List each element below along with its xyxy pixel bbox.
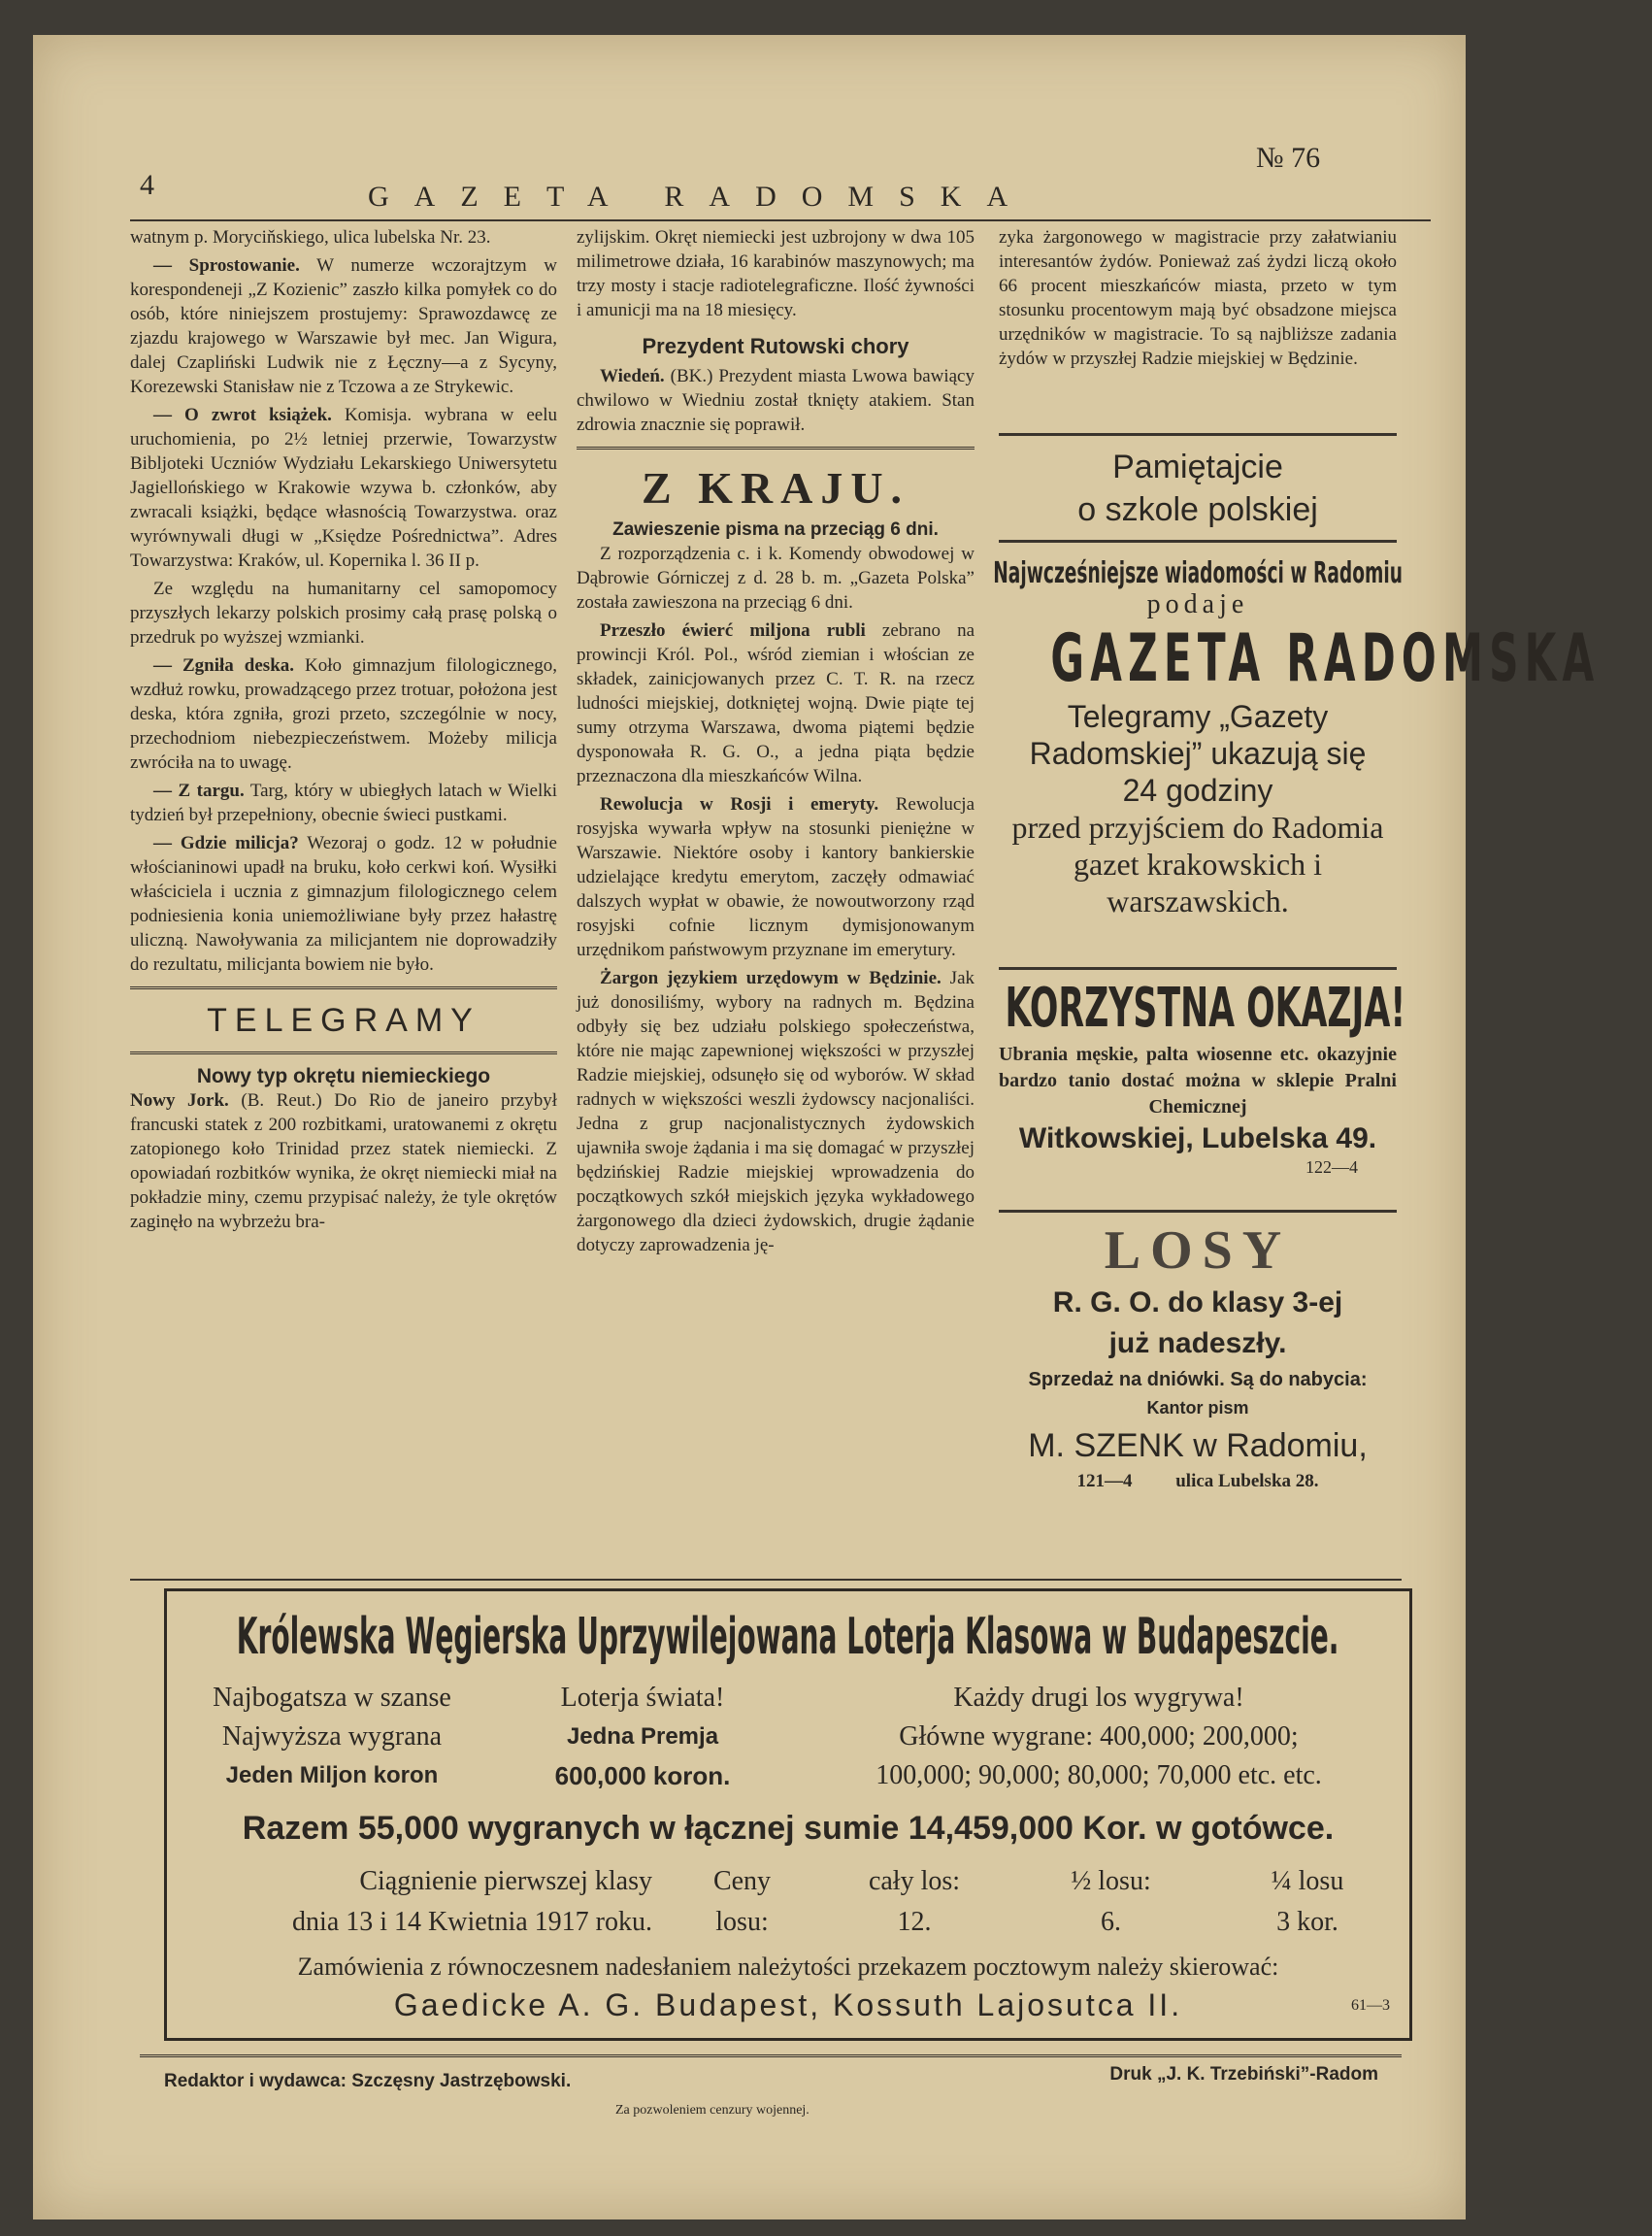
lottery-title-row bbox=[167, 1599, 1409, 1675]
news-head: Żargon językiem urzędowym w Będzinie. bbox=[600, 968, 942, 988]
headline-okret: Nowy typ okrętu niemieckiego bbox=[196, 1065, 491, 1087]
lottery-address: Gaedicke A. G. Budapest, Kossuth Lajosutca II. bbox=[393, 1987, 1183, 2022]
lottery-text: Główne wygrane: 400,000; 200,000; bbox=[899, 1721, 1299, 1752]
ad-losy-line3: już nadeszły. bbox=[1108, 1327, 1287, 1359]
text-cont: zyka żargonowego w magistracie przy załatwianiu interesantów żydów. Ponieważ zaś żydzi liczą około 66 procent mieszkańców miasta, przeto w tym stosunku procentowym mają być obsadzone miejsca urzędników w magistracie. To są najbliższe zadania żydów w przyszłej Radzie miejskiej w Będzinie. bbox=[999, 227, 1397, 369]
news-head: — Z targu. bbox=[153, 781, 245, 801]
lottery-text: Jeden Miljon koron bbox=[225, 1762, 439, 1788]
ad-losy-footer bbox=[999, 1471, 1397, 1492]
ad-losy-line6: M. SZENK w Radomiu, bbox=[1028, 1427, 1368, 1464]
footer-censor: Za pozwoleniem cenzury wojennej. bbox=[615, 2103, 809, 2118]
news-body: Wezoraj o godz. 12 w południe włościaninowi upadł na bruku, koło cerkwi koń. Wysiłki właściciela i ucznia z gimnazjum filologicznego celem podniesienia konia uniemożliwiane były przez hałastrę uliczną. Nawoływania za milicjantem nie doprowadziły do rezultatu, milicjanta bowiem nie było. bbox=[130, 833, 557, 975]
ad-szkola-line2: o szkole polskiej bbox=[1077, 491, 1318, 528]
news-body: Jak już donosiliśmy, wybory na radnych m. Będzina odbyły się bez udziału polskiego społeczeństwa, które nie mając zapewnionej większości w przyszłej Radzie miejskiej, odsunęło się od wyborów. W skład radnych w większości weszli żydowscy nacjonaliści. Jedna z grup nacjonalistycznych żydowskich ujawniła swoje żądania i ma się domagać w przyszłej będzińskiej Radzie miejskiej wprowadzenia do początkowych szkół miejskich języka wykładowego żargonowego dla dzieci żydowskich, drugie żądanie dotyczy zaprowadzenia ję- bbox=[577, 968, 975, 1255]
newspaper-page bbox=[33, 35, 1601, 2219]
lottery-row bbox=[186, 1756, 1390, 1795]
headline-zawieszenie: Zawieszenie pisma na przeciąg 6 dni. bbox=[612, 519, 939, 540]
news-head: Rewolucja w Rosji i emeryty. bbox=[600, 794, 879, 815]
ad-losy-line5: Kantor pism bbox=[1146, 1398, 1249, 1418]
news-zargon bbox=[577, 966, 975, 1257]
lottery-text: dnia 13 i 14 Kwietnia 1917 roku. bbox=[292, 1907, 652, 1937]
dateline: Wiedeń. bbox=[600, 366, 665, 386]
lottery-row bbox=[186, 1718, 1390, 1756]
text-p1: watnym p. Moryciňskiego, ulica lubelska Nr. 23. bbox=[130, 227, 491, 248]
ad-losy bbox=[999, 1210, 1397, 1492]
news-targ bbox=[130, 779, 557, 827]
ad-okazja-line1 bbox=[999, 976, 1406, 1042]
news-body: Targ, który w ubiegłych latach w Wielki tydzień był przepełniony, obecnie świeci pustkami. bbox=[130, 781, 557, 825]
lottery-block1 bbox=[186, 1679, 1390, 1795]
ad-szkola-line1: Pamiętajcie bbox=[1112, 449, 1283, 485]
lottery-text: 100,000; 90,000; 80,000; 70,000 etc. etc. bbox=[876, 1760, 1322, 1790]
lottery-text: cały los: bbox=[868, 1866, 961, 1896]
section-z-kraju: Z KRAJU. bbox=[641, 463, 910, 513]
ad-gazeta-line4: Telegramy „Gazety Radomskiej” ukazują się bbox=[1029, 699, 1367, 771]
news-head: — O zwrot książek. bbox=[153, 405, 332, 425]
section-rule bbox=[577, 447, 975, 450]
ad-losy-code: 121—4 bbox=[1076, 1471, 1133, 1491]
lottery-text: losu: bbox=[715, 1907, 769, 1937]
ad-losy-line2: R. G. O. do klasy 3-ej bbox=[1052, 1286, 1343, 1318]
news-rutowski bbox=[577, 364, 975, 437]
ad-losy-address: ulica Lubelska 28. bbox=[1175, 1471, 1319, 1491]
news-body: Koło gimnazjum filologicznego, wzdłuż rowku, prowadzącego przez trotuar, położona jest deska, która zgniła, grozi przeto, szczególnie w nocy, przechodniom niebezpieczeństwem. Możeby milicja zwróciła na to uwagę. bbox=[130, 655, 557, 773]
text-cont: zylijskim. Okręt niemiecki jest uzbrojony w dwa 105 milimetrowe działa, 16 karabinów maszynowych; ma trzy mosty i stacje radiotelegraficzne. Ilość żywności i amunicji ma na 18 miesięcy. bbox=[577, 227, 975, 320]
lottery-title: Królewska Węgierska Uprzywilejowana Loterja Klasowa w Budapeszcie. bbox=[237, 1608, 1339, 1666]
lottery-row bbox=[186, 1679, 1390, 1718]
news-body: (B. Reut.) Do Rio de janeiro przybył francuski statek z 200 rozbitkami, uratowanemi z okrętu zatopionego koło Trinidad przez statek niemiecki. Z opowiadań rozbitków wynika, że okręt niemiecki miał na pokładzie miny, czemu przypisać należy, że tyle okrętów zaginęło na wybrzeżu bra- bbox=[130, 1090, 557, 1232]
column-2 bbox=[577, 225, 975, 1261]
headline-rutowski: Prezydent Rutowski chory bbox=[642, 334, 909, 358]
news-rubli bbox=[577, 618, 975, 788]
lottery-code: 61—3 bbox=[1351, 1997, 1390, 2014]
ad-okazja bbox=[999, 967, 1406, 1178]
news-head: — Gdzie milicja? bbox=[153, 833, 299, 853]
footer-editor: Redaktor i wydawca: Szczęsny Jastrzębowski. bbox=[164, 2071, 572, 2091]
ad-gazeta-line6: przed przyjściem do Radomia gazet krakowskich i warszawskich. bbox=[1011, 810, 1384, 918]
section-rule bbox=[130, 1051, 557, 1054]
lottery-text: 6. bbox=[1101, 1907, 1121, 1937]
lottery-text: Ciągnienie pierwszej klasy bbox=[359, 1866, 652, 1896]
lottery-text: Najbogatsza w szanse bbox=[213, 1683, 451, 1713]
news-milicja bbox=[130, 831, 557, 977]
ad-szkola bbox=[999, 433, 1397, 531]
news-deska bbox=[130, 653, 557, 775]
lottery-row bbox=[186, 1861, 1390, 1902]
header-rule bbox=[130, 219, 1431, 221]
lottery-text: Loterja świata! bbox=[560, 1683, 725, 1713]
section-telegramy: TELEGRAMY bbox=[207, 1002, 480, 1039]
page-number: 4 bbox=[140, 169, 154, 201]
news-zawieszenie: Z rozporządzenia c. i k. Komendy obwodowej w Dąbrowie Górniczej z d. 28 b. m. „Gazeta Polska” została zawieszona na przeciąg 6 dni. bbox=[577, 544, 975, 613]
news-head: — Sprostowanie. bbox=[153, 255, 300, 276]
ad-gazeta-line1 bbox=[993, 556, 1403, 590]
ad-gazeta-text: Najwcześniejsze wiadomości w Radomiu bbox=[993, 556, 1403, 590]
news-emeryty bbox=[577, 792, 975, 962]
column-3 bbox=[999, 225, 1397, 375]
ad-okazja-line2: Ubrania męskie, palta wiosenne etc. okazyjnie bardzo tanio dostać można w sklepie Pralni Chemicznej bbox=[999, 1044, 1397, 1118]
news-zwrot bbox=[130, 403, 557, 573]
lottery-ad bbox=[164, 1588, 1412, 2041]
news-body: W numerze wczorajtzym w korespondeneji „Z Kozienic” zaszło kilka pomyłek co do osób, które niniejszem prostujemy: Sprawozdawcę ze zjazdu krajowego w Warszawie był mec. Jan Wigura, dalej Czapliński Ludwik nie z Łęczny—a z Sycyny, Korezewski Stanisław nie z Tczowa a ze Strykewic. bbox=[130, 255, 557, 397]
footer-rule bbox=[140, 2054, 1402, 2057]
lottery-total: Razem 55,000 wygranych w łącznej sumie 14,459,000 Kor. w gotówce. bbox=[242, 1810, 1335, 1847]
lottery-block2 bbox=[186, 1861, 1390, 1943]
masthead-title: GAZETA RADOMSKA bbox=[368, 181, 1034, 213]
news-body: Rewolucja rosyjska wywarła wpływ na stosunki pieniężne w Warszawie. Niektóre osoby i kantory bankierskie udzielające kredytu emerytom, zaczęły odmawiać dalszych wypłat w obawie, że nowoutworzony rząd rosyjski cofnie licznym dymisjonowanym urzędnikom państwowym przyznane im emerytury. bbox=[577, 794, 975, 960]
issue-number: № 76 bbox=[1256, 142, 1321, 174]
ad-gazeta bbox=[993, 540, 1601, 919]
news-okret bbox=[130, 1088, 557, 1234]
ad-okazja-line3: Witkowskiej, Lubelska 49. bbox=[1018, 1122, 1377, 1154]
footer-printer: Druk „J. K. Trzebiński”-Radom bbox=[1109, 2064, 1378, 2085]
lottery-text: 3 kor. bbox=[1276, 1907, 1338, 1937]
lottery-text: ½ losu: bbox=[1071, 1866, 1151, 1896]
lottery-row bbox=[186, 1902, 1390, 1943]
ad-okazja-title: KORZYSTNA OKAZJA! bbox=[1005, 977, 1406, 1040]
ad-rule bbox=[130, 1579, 1402, 1581]
news-body: (BK.) Prezydent miasta Lwowa bawiący chwilowo w Wiedniu został tknięty atakiem. Stan zdrowia znacznie się poprawił. bbox=[577, 366, 975, 435]
lottery-text: ¼ losu bbox=[1271, 1866, 1344, 1896]
ad-gazeta-title: GAZETA RADOMSKA bbox=[1050, 620, 1601, 697]
lottery-text: Najwyższa wygrana bbox=[221, 1721, 443, 1752]
news-head: Przeszło éwierć miljona rubli bbox=[600, 620, 866, 641]
news-head: — Zgniła deska. bbox=[153, 655, 295, 676]
news-appeal: Ze względu na humanitarny cel samopomocy przyszłych lekarzy polskich prosimy całą prasę polską o przedruk po wyższej wzmianki. bbox=[130, 579, 557, 648]
ad-gazeta-line5: 24 godziny bbox=[1122, 773, 1273, 808]
column-1 bbox=[130, 225, 557, 1238]
news-body: Komisja. wybrana w eelu uruchomienia, po 2½ letniej przerwie, Towarzystw Bibljoteki Uczniów Wydziału Lekarskiego Uniwersytetu Jagiellońskiego w Krakowie wzywa b. członków, aby zwracali książki, będące własnością Towarzystwa. oraz wyrównywali długi w „Księdze Pośrednictwa”. Adres Towarzystwa: Kraków, ul. Kopernika l. 36 II p. bbox=[130, 405, 557, 571]
lottery-text: Ceny bbox=[712, 1866, 772, 1896]
news-sprostowanie bbox=[130, 253, 557, 399]
section-rule bbox=[130, 986, 557, 989]
ad-gazeta-line3 bbox=[999, 620, 1601, 698]
lottery-text: Jedna Premja bbox=[566, 1723, 719, 1750]
ad-losy-line4: Sprzedaż na dniówki. Są do nabycia: bbox=[1028, 1369, 1368, 1390]
ad-losy-title: LOSY bbox=[1104, 1220, 1292, 1281]
dateline: Nowy Jork. bbox=[130, 1090, 229, 1111]
news-body: zebrano na prowincji Król. Pol., wśród ziemian i włościan ze składek, zainicjowanych przez C. T. R. na rzecz ludności miejskiej, dotkniętej wojną. Dwie piąte tej sumy otrzyma Warszawa, dwoma piątemi będzie dysponowała R. G. O., a jedna piąta będzie przeznaczona dla mieszkańców Wilna. bbox=[577, 620, 975, 786]
ad-okazja-code: 122—4 bbox=[1305, 1157, 1358, 1177]
lottery-text: 12. bbox=[897, 1907, 932, 1937]
lottery-text: Każdy drugi los wygrywa! bbox=[953, 1683, 1244, 1713]
lottery-text: 600,000 koron. bbox=[554, 1761, 731, 1790]
lottery-order: Zamówienia z równoczesnem nadesłaniem należytości przekazem pocztowym należy skierować: bbox=[297, 1952, 1279, 1981]
ad-gazeta-line2: podaje bbox=[1146, 589, 1249, 619]
